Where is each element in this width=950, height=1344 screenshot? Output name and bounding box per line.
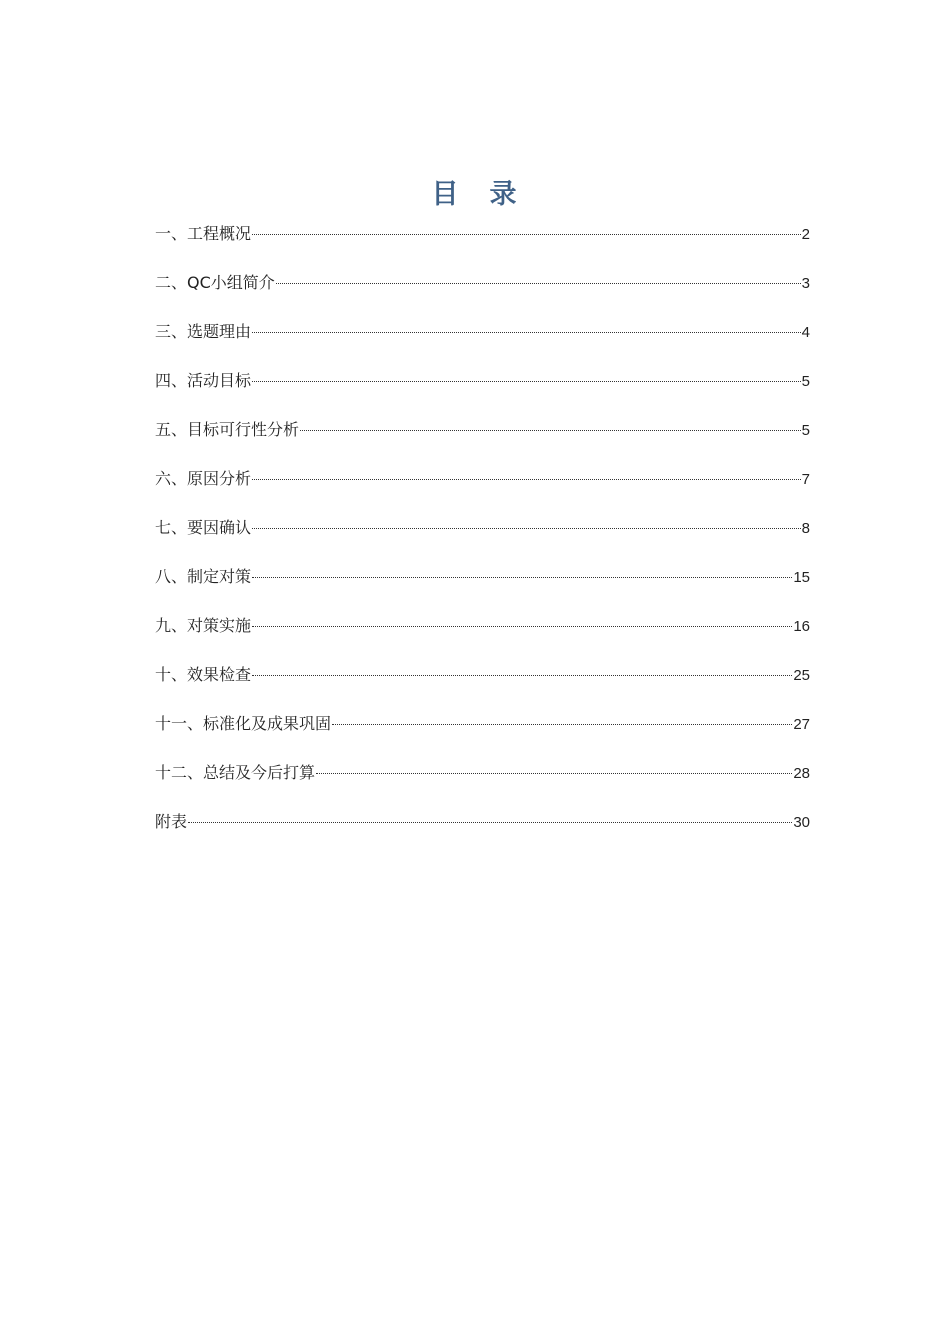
- toc-entry-label: 四、活动目标: [155, 371, 252, 390]
- toc-dot-leader: [252, 626, 792, 627]
- toc-entry-label: 七、要因确认: [155, 518, 252, 537]
- toc-entry-summary-plans[interactable]: [155, 759, 810, 808]
- toc-entry-label: 三、选题理由: [155, 322, 252, 341]
- toc-entry-page: 3: [801, 275, 810, 292]
- toc-entry-effect-check[interactable]: [155, 661, 810, 710]
- toc-entry-implementation[interactable]: [155, 612, 810, 661]
- toc-entry-feasibility-analysis[interactable]: [155, 416, 810, 465]
- toc-dot-leader: [276, 283, 801, 284]
- toc-entry-page: 4: [801, 324, 810, 341]
- toc-entry-page: 15: [793, 569, 810, 586]
- toc-entry-page: 5: [801, 373, 810, 390]
- toc-dot-leader: [300, 430, 801, 431]
- toc-entry-label: 十二、总结及今后打算: [155, 763, 316, 782]
- toc-entry-page: 8: [801, 520, 810, 537]
- toc-dot-leader: [252, 332, 801, 333]
- toc-dot-leader: [252, 234, 801, 235]
- toc-title: 目 录: [431, 179, 519, 210]
- toc-entry-page: 25: [793, 667, 810, 684]
- toc-dot-leader: [332, 724, 792, 725]
- toc-dot-leader: [252, 381, 801, 382]
- toc-entry-label: 二、QC小组简介: [155, 273, 275, 292]
- toc-dot-leader: [188, 822, 792, 823]
- toc-entry-appendix[interactable]: [155, 808, 810, 857]
- toc-dot-leader: [252, 675, 792, 676]
- toc-entry-page: 2: [801, 226, 810, 243]
- toc-entry-cause-analysis[interactable]: [155, 465, 810, 514]
- toc-entry-label: 九、对策实施: [155, 616, 252, 635]
- toc-entry-page: 30: [793, 814, 810, 831]
- toc-entry-label: 十一、标准化及成果巩固: [155, 714, 332, 733]
- toc-entry-countermeasures[interactable]: [155, 563, 810, 612]
- toc-dot-leader: [252, 577, 792, 578]
- toc-entry-standardization[interactable]: [155, 710, 810, 759]
- toc-entry-label: 六、原因分析: [155, 469, 252, 488]
- toc-entry-page: 7: [801, 471, 810, 488]
- toc-entry-label: 十、效果检查: [155, 665, 252, 684]
- toc-entry-activity-goal[interactable]: [155, 367, 810, 416]
- toc-entry-label: 一、工程概况: [155, 224, 252, 243]
- toc-entry-engineering-overview[interactable]: [155, 220, 810, 269]
- toc-entry-label: 八、制定对策: [155, 567, 252, 586]
- toc-entry-page: 27: [793, 716, 810, 733]
- toc-list: [155, 220, 810, 857]
- toc-entry-page: 5: [801, 422, 810, 439]
- toc-entry-label: 附表: [155, 812, 188, 831]
- toc-entry-topic-reason[interactable]: [155, 318, 810, 367]
- toc-entry-page: 16: [793, 618, 810, 635]
- toc-entry-label: 五、目标可行性分析: [155, 420, 300, 439]
- toc-entry-main-cause-confirmation[interactable]: [155, 514, 810, 563]
- toc-dot-leader: [316, 773, 792, 774]
- toc-dot-leader: [252, 479, 801, 480]
- toc-dot-leader: [252, 528, 801, 529]
- toc-entry-qc-group-intro[interactable]: [155, 269, 810, 318]
- toc-entry-page: 28: [793, 765, 810, 782]
